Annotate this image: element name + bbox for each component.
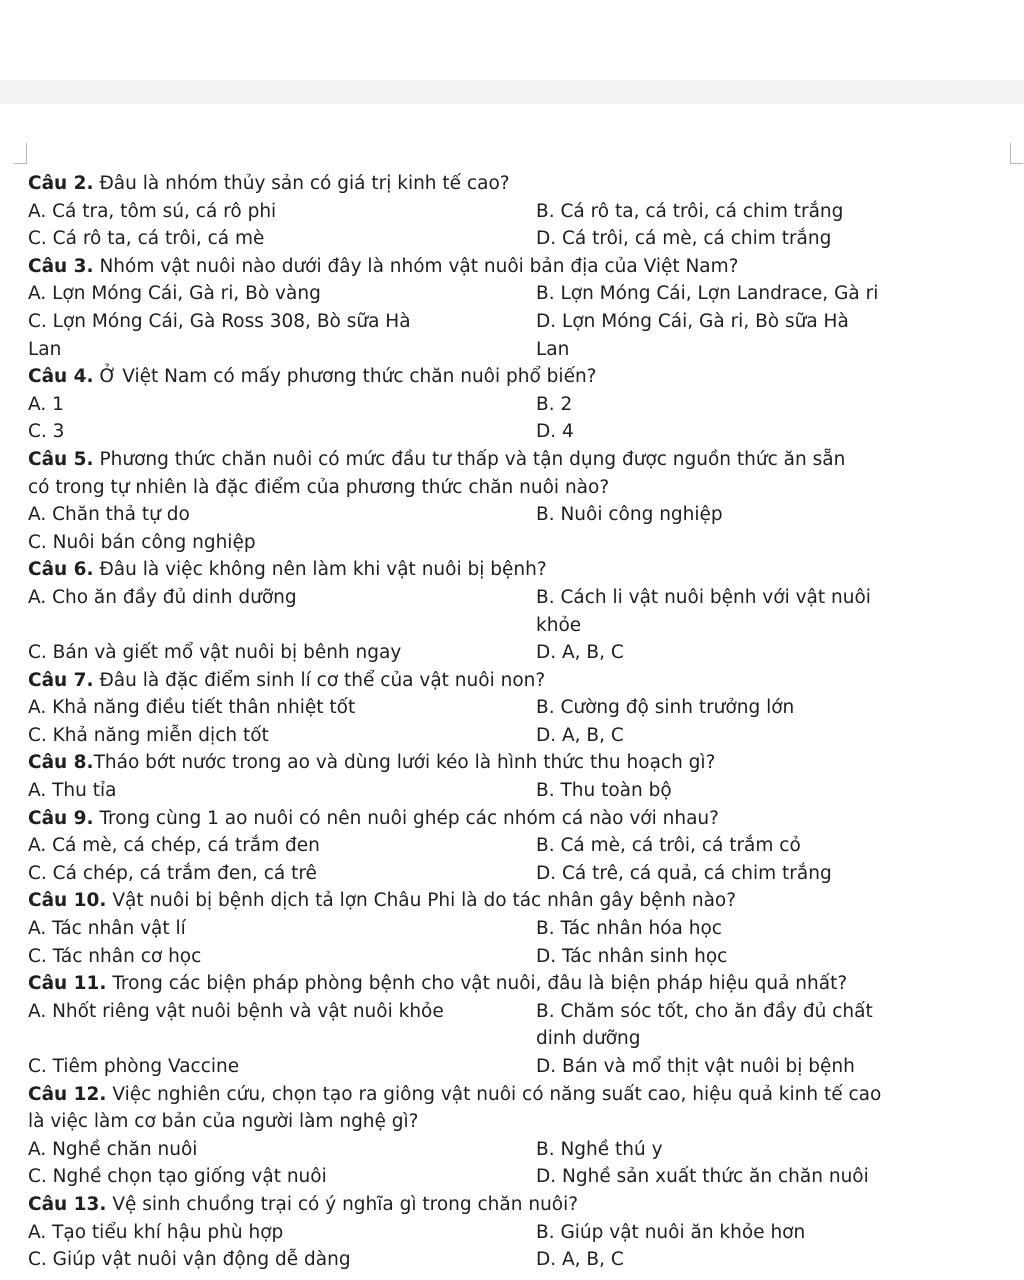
option-b: B. Tác nhân hóa học xyxy=(536,918,722,940)
option-b: B. Chăm sóc tốt, cho ăn đầy đủ chất xyxy=(536,1000,873,1022)
question-12 xyxy=(28,1081,1018,1109)
question-4 xyxy=(28,363,1018,391)
option-d: D. Tác nhân sinh học xyxy=(536,945,728,967)
options-row xyxy=(28,584,1018,612)
option-a: A. Tạo tiểu khí hậu phù hợp xyxy=(28,1221,284,1243)
options-row xyxy=(28,998,1018,1026)
options-row xyxy=(28,722,1018,750)
option-b: B. Giúp vật nuôi ăn khỏe hơn xyxy=(536,1221,806,1243)
question-7 xyxy=(28,667,1018,695)
options-row xyxy=(28,860,1018,888)
option-d: D. A, B, C xyxy=(536,642,624,664)
option-c: C. Nghề chọn tạo giống vật nuôi xyxy=(28,1166,327,1188)
question-text: Tháo bớt nước trong ao và dùng lưới kéo là hình thức thu hoạch gì? xyxy=(93,752,716,774)
option-a: A. 1 xyxy=(28,393,64,415)
option-b: B. Thu toàn bộ xyxy=(536,780,672,802)
question-3 xyxy=(28,253,1018,281)
options-row xyxy=(28,391,1018,419)
option-d: D. A, B, C xyxy=(536,1249,624,1271)
options-row xyxy=(28,694,1018,722)
question-text: Nhóm vật nuôi nào dưới đây là nhóm vật nuôi bản địa của Việt Nam? xyxy=(93,255,739,277)
question-11 xyxy=(28,970,1018,998)
option-d: D. 4 xyxy=(536,421,574,443)
question-number: Câu 6. xyxy=(28,559,94,581)
option-a: A. Thu tỉa xyxy=(28,780,117,802)
options-row xyxy=(28,198,1018,226)
option-c: C. Nuôi bán công nghiệp xyxy=(28,531,256,553)
option-c: C. Tiêm phòng Vaccine xyxy=(28,1056,240,1077)
question-9 xyxy=(28,805,1018,833)
option-d: D. Nghề sản xuất thức ăn chăn nuôi xyxy=(536,1166,869,1188)
question-number: Câu 10. xyxy=(28,890,107,912)
question-number: Câu 12. xyxy=(28,1083,107,1105)
options-row xyxy=(28,1163,1018,1191)
options-row-continued xyxy=(28,612,1018,640)
options-row xyxy=(28,1053,1018,1081)
option-c: C. Cá chép, cá trắm đen, cá trê xyxy=(28,862,317,884)
question-text: Ở Việt Nam có mấy phương thức chăn nuôi phổ biến? xyxy=(93,366,597,388)
option-d: D. Cá trôi, cá mè, cá chim trắng xyxy=(536,228,832,250)
option-b: B. Nghề thú y xyxy=(536,1138,663,1160)
options-row xyxy=(28,225,1018,253)
options-row-continued xyxy=(28,1025,1018,1053)
question-number: Câu 4. xyxy=(28,366,94,388)
option-a: A. Tác nhân vật lí xyxy=(28,918,186,940)
option-b: B. Cá mè, cá trôi, cá trắm cỏ xyxy=(536,835,801,857)
question-5 xyxy=(28,446,1018,474)
question-text: Trong các biện pháp phòng bệnh cho vật nuôi, đâu là biện pháp hiệu quả nhất? xyxy=(106,973,848,995)
question-text: Đâu là nhóm thủy sản có giá trị kinh tế cao? xyxy=(93,173,510,194)
options-row xyxy=(28,418,1018,446)
option-b: B. Cường độ sinh trưởng lớn xyxy=(536,697,795,719)
option-b: B. Cá rô ta, cá trôi, cá chim trắng xyxy=(536,200,844,222)
question-6 xyxy=(28,556,1018,584)
options-row xyxy=(28,915,1018,943)
page-corner-mark-right xyxy=(1010,143,1023,164)
options-row xyxy=(28,777,1018,805)
option-a: A. Nhốt riêng vật nuôi bệnh và vật nuôi khỏe xyxy=(28,1000,444,1022)
option-d: D. A, B, C xyxy=(536,724,624,746)
quiz-document xyxy=(28,170,1018,1274)
options-row xyxy=(28,280,1018,308)
options-row xyxy=(28,501,1018,529)
option-b: B. Nuôi công nghiệp xyxy=(536,504,723,526)
question-number: Câu 13. xyxy=(28,1193,107,1215)
question-text-continued: là việc làm cơ bản của người làm nghệ gì? xyxy=(28,1111,419,1133)
option-c: C. Giúp vật nuôi vận động dễ dàng xyxy=(28,1249,351,1271)
option-b: B. Lợn Móng Cái, Lợn Landrace, Gà ri xyxy=(536,283,879,305)
question-number: Câu 9. xyxy=(28,807,94,829)
question-number: Câu 11. xyxy=(28,973,107,995)
question-text: Trong cùng 1 ao nuôi có nên nuôi ghép các nhóm cá nào với nhau? xyxy=(93,807,719,829)
option-b-continued: dinh dưỡng xyxy=(536,1028,641,1050)
option-d: D. Lợn Móng Cái, Gà ri, Bò sữa Hà xyxy=(536,310,849,332)
options-row xyxy=(28,639,1018,667)
question-text-continued: có trong tự nhiên là đặc điểm của phương thức chăn nuôi nào? xyxy=(28,476,610,498)
question-text: Vệ sinh chuồng trại có ý nghĩa gì trong chăn nuôi? xyxy=(106,1193,579,1215)
question-number: Câu 5. xyxy=(28,448,94,470)
question-text: Đâu là việc không nên làm khi vật nuôi bị bệnh? xyxy=(93,559,547,581)
option-a: A. Khả năng điều tiết thân nhiệt tốt xyxy=(28,697,356,719)
option-c: C. Tác nhân cơ học xyxy=(28,945,202,967)
question-8 xyxy=(28,749,1018,777)
options-row xyxy=(28,308,1018,336)
question-text: Phương thức chăn nuôi có mức đầu tư thấp và tận dụng được nguồn thức ăn sẵn xyxy=(93,448,846,470)
option-b-continued: khỏe xyxy=(536,614,582,636)
option-a: A. Chăn thả tự do xyxy=(28,504,190,526)
options-row-continued xyxy=(28,336,1018,364)
option-d-continued: Lan xyxy=(536,338,570,360)
options-row xyxy=(28,1219,1018,1247)
option-c: C. Cá rô ta, cá trôi, cá mè xyxy=(28,228,265,250)
question-10 xyxy=(28,887,1018,915)
options-row xyxy=(28,832,1018,860)
question-13 xyxy=(28,1191,1018,1219)
question-text: Việc nghiên cứu, chọn tạo ra giông vật nuôi có năng suất cao, hiệu quả kinh tế cao xyxy=(106,1083,882,1105)
question-text: Đâu là đặc điểm sinh lí cơ thể của vật nuôi non? xyxy=(93,669,546,691)
option-a: A. Cá mè, cá chép, cá trắm đen xyxy=(28,835,320,857)
option-b: B. Cách li vật nuôi bệnh với vật nuôi xyxy=(536,586,871,608)
option-a: A. Lợn Móng Cái, Gà ri, Bò vàng xyxy=(28,283,321,305)
option-c-continued: Lan xyxy=(28,338,62,360)
option-a: A. Cho ăn đầy đủ dinh dưỡng xyxy=(28,586,297,608)
option-d: D. Cá trê, cá quả, cá chim trắng xyxy=(536,862,832,884)
option-c: C. 3 xyxy=(28,421,65,443)
options-row xyxy=(28,1136,1018,1164)
options-row xyxy=(28,1246,1018,1274)
question-2 xyxy=(28,170,1018,198)
page-corner-mark-left xyxy=(14,143,27,164)
options-row xyxy=(28,943,1018,971)
option-a: A. Cá tra, tôm sú, cá rô phi xyxy=(28,200,277,222)
options-row xyxy=(28,529,1018,557)
option-c: C. Lợn Móng Cái, Gà Ross 308, Bò sữa Hà xyxy=(28,310,411,332)
option-b: B. 2 xyxy=(536,393,573,415)
question-number: Câu 3. xyxy=(28,255,94,277)
option-d: D. Bán và mổ thịt vật nuôi bị bệnh xyxy=(536,1056,855,1077)
question-text: Vật nuôi bị bệnh dịch tả lợn Châu Phi là do tác nhân gây bệnh nào? xyxy=(106,890,737,912)
option-c: C. Khả năng miễn dịch tốt xyxy=(28,724,269,746)
question-number: Câu 7. xyxy=(28,669,94,691)
option-a: A. Nghề chăn nuôi xyxy=(28,1138,198,1160)
question-number: Câu 2. xyxy=(28,173,94,194)
question-number: Câu 8. xyxy=(28,752,94,774)
option-c: C. Bán và giết mổ vật nuôi bị bênh ngay xyxy=(28,642,402,664)
top-gray-band xyxy=(0,80,1024,104)
